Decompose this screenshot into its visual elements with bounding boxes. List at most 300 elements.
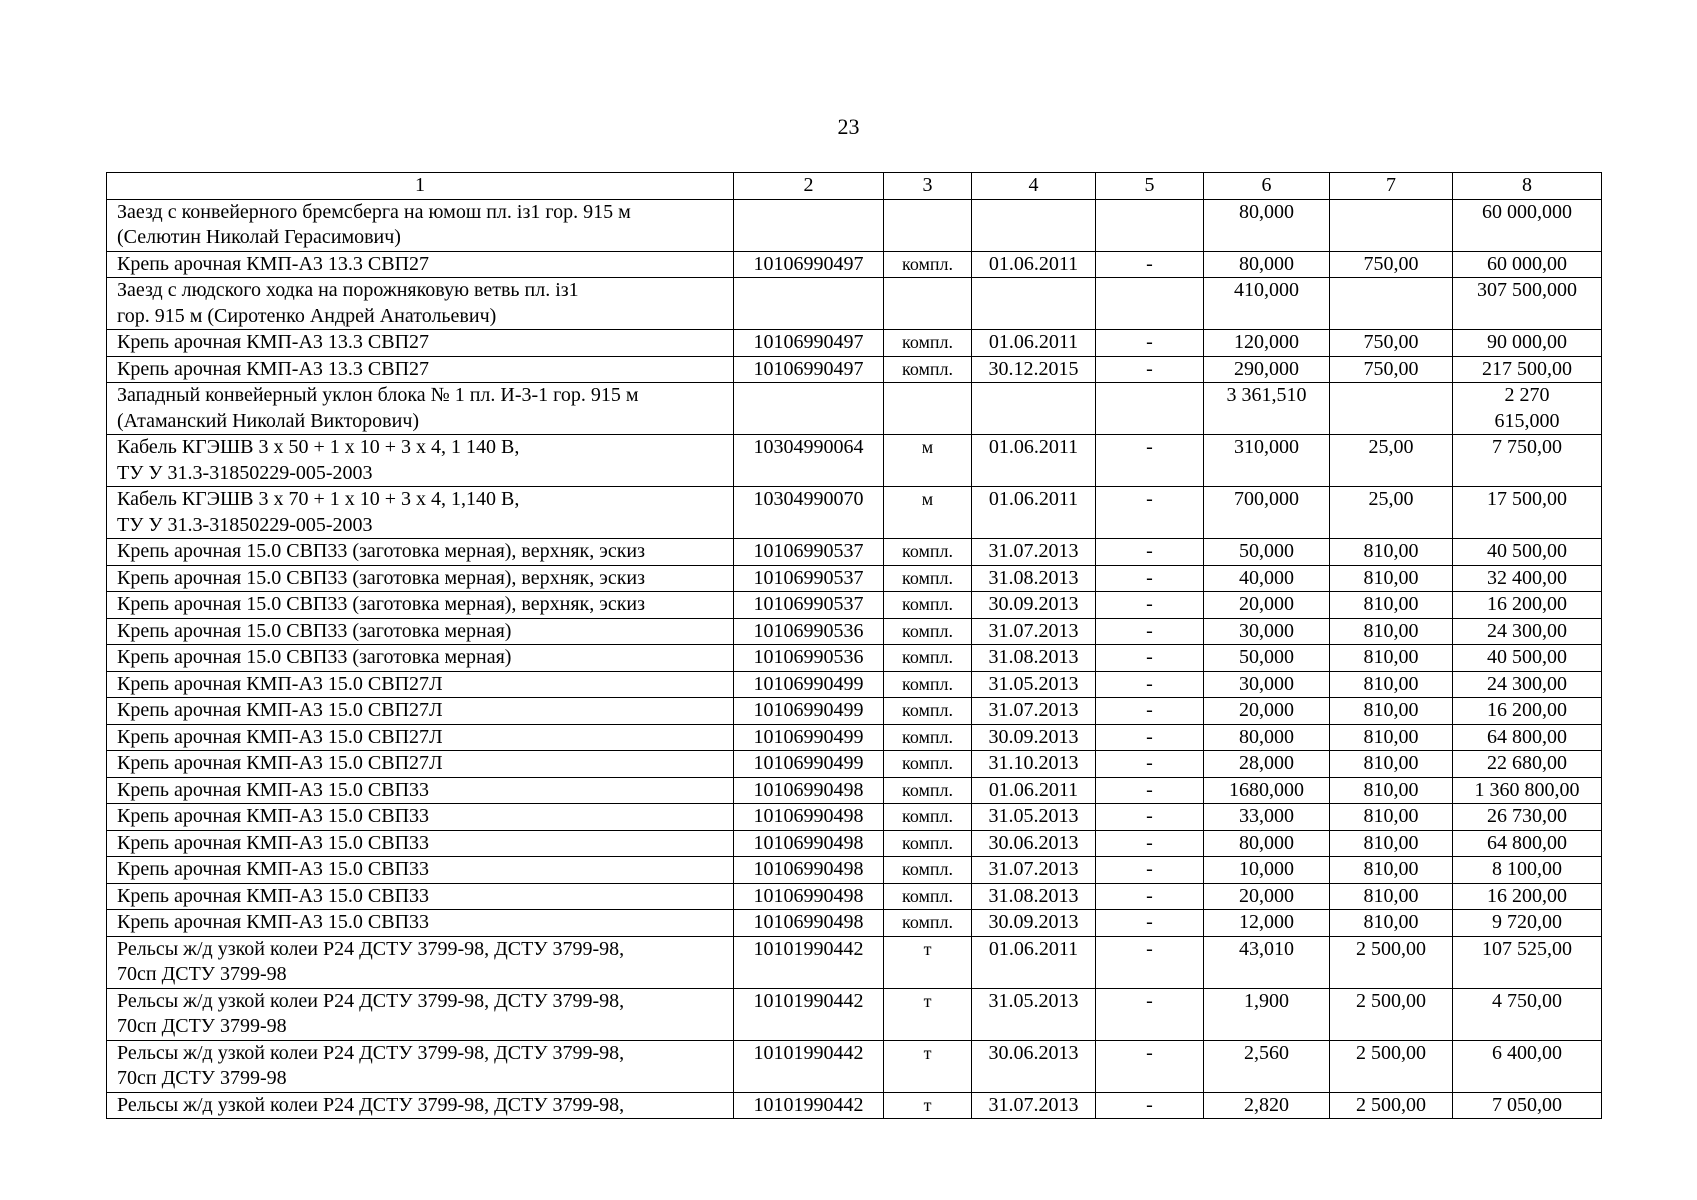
item-code-cell: 10106990498: [734, 857, 884, 884]
sum-cell: [1453, 883, 1602, 910]
item-name-line: Крепь арочная КМП-А3 13.3 СВП27: [117, 331, 430, 353]
sum-cell: [1453, 330, 1602, 357]
sum-cell: [1453, 988, 1602, 1040]
table-row: [107, 487, 1602, 539]
date-cell: 31.08.2013: [972, 565, 1096, 592]
table-row: [107, 278, 1602, 330]
unit-cell: компл.: [884, 751, 972, 778]
item-code-cell: 10101990442: [734, 1092, 884, 1119]
price-cell: [1330, 199, 1453, 251]
date-cell: 31.07.2013: [972, 539, 1096, 566]
quantity-cell: 80,000: [1204, 724, 1330, 751]
item-code-cell: 10106990498: [734, 804, 884, 831]
item-code-cell: 10106990499: [734, 751, 884, 778]
sum-cell: [1453, 565, 1602, 592]
table-row: [107, 988, 1602, 1040]
sum-cell: [1453, 777, 1602, 804]
price-cell: 2 500,00: [1330, 936, 1453, 988]
item-name-line: Рельсы ж/д узкой колеи Р24 ДСТУ 3799-98, ДСТУ 3799-98,: [117, 989, 625, 1012]
item-name-line: Крепь арочная 15.0 СВП33 (заготовка мерная), верхняк, эскиз: [117, 593, 646, 615]
table-row: [107, 618, 1602, 645]
unit-cell: компл.: [884, 698, 972, 725]
column-5-cell: -: [1096, 910, 1204, 937]
quantity-cell: 28,000: [1204, 751, 1330, 778]
item-code-cell: 10106990537: [734, 565, 884, 592]
column-5-cell: -: [1096, 330, 1204, 357]
column-5-cell: -: [1096, 435, 1204, 487]
sum-line: 6 400,00: [1492, 1041, 1562, 1064]
item-name-cell: [107, 883, 734, 910]
table-row: [107, 724, 1602, 751]
table-row: [107, 539, 1602, 566]
inventory-table: [106, 172, 1602, 1119]
price-cell: 810,00: [1330, 883, 1453, 910]
price-cell: 810,00: [1330, 857, 1453, 884]
item-code-cell: 10106990498: [734, 883, 884, 910]
item-name-cell: [107, 751, 734, 778]
sum-cell: [1453, 645, 1602, 672]
sum-cell: [1453, 936, 1602, 988]
price-cell: 750,00: [1330, 330, 1453, 357]
item-name-line: Крепь арочная КМП-А3 15.0 СВП33: [117, 911, 430, 933]
column-5-cell: -: [1096, 988, 1204, 1040]
item-name-line: Кабель КГЭШВ 3 х 70 + 1 х 10 + 3 х 4, 1,140 В,: [117, 488, 520, 510]
item-name-cell: [107, 804, 734, 831]
table-row: [107, 383, 1602, 435]
unit-cell: т: [884, 936, 972, 988]
quantity-cell: 50,000: [1204, 539, 1330, 566]
quantity-cell: 1,900: [1204, 988, 1330, 1040]
item-name-line: (Селютин Николай Герасимович): [117, 226, 401, 248]
sum-line: 60 000,00: [1487, 252, 1567, 275]
column-5-cell: -: [1096, 936, 1204, 988]
date-cell: 31.07.2013: [972, 1092, 1096, 1119]
price-cell: 810,00: [1330, 698, 1453, 725]
item-name-cell: [107, 565, 734, 592]
item-name-cell: [107, 487, 734, 539]
item-name-line: (Атаманский Николай Викторович): [117, 409, 420, 432]
column-5-cell: -: [1096, 671, 1204, 698]
item-name-line: Крепь арочная 15.0 СВП33 (заготовка мерная): [117, 619, 512, 642]
table-row: [107, 356, 1602, 383]
sum-line: 16 200,00: [1487, 699, 1567, 721]
column-5-cell: -: [1096, 356, 1204, 383]
sum-line: 7 750,00: [1492, 436, 1562, 458]
unit-cell: т: [884, 988, 972, 1040]
table-row: [107, 592, 1602, 619]
sum-cell: [1453, 724, 1602, 751]
sum-line: 26 730,00: [1487, 805, 1567, 827]
date-cell: [972, 383, 1096, 435]
sum-line: 24 300,00: [1487, 619, 1567, 642]
quantity-cell: 10,000: [1204, 857, 1330, 884]
item-name-cell: [107, 278, 734, 330]
column-5-cell: -: [1096, 777, 1204, 804]
sum-line: 32 400,00: [1487, 566, 1567, 589]
quantity-cell: 80,000: [1204, 830, 1330, 857]
item-code-cell: 10106990499: [734, 698, 884, 725]
column-5-cell: -: [1096, 830, 1204, 857]
column-5-cell: -: [1096, 592, 1204, 619]
sum-cell: [1453, 830, 1602, 857]
unit-cell: т: [884, 1092, 972, 1119]
quantity-cell: 43,010: [1204, 936, 1330, 988]
price-cell: 810,00: [1330, 804, 1453, 831]
table-row: [107, 645, 1602, 672]
sum-cell: [1453, 251, 1602, 278]
date-cell: 31.07.2013: [972, 618, 1096, 645]
unit-cell: т: [884, 1040, 972, 1092]
unit-cell: компл.: [884, 804, 972, 831]
item-name-line: Крепь арочная КМП-А3 15.0 СВП33: [117, 884, 430, 907]
price-cell: [1330, 383, 1453, 435]
sum-cell: [1453, 435, 1602, 487]
item-name-line: Крепь арочная КМП-А3 15.0 СВП33: [117, 778, 430, 801]
item-name-line: гор. 915 м (Сиротенко Андрей Анатольевич): [117, 304, 497, 327]
column-5-cell: -: [1096, 539, 1204, 566]
item-code-cell: 10106990498: [734, 777, 884, 804]
table-row: [107, 330, 1602, 357]
column-number: 4: [972, 173, 1096, 200]
item-code-cell: [734, 278, 884, 330]
unit-cell: компл.: [884, 910, 972, 937]
item-name-line: Кабель КГЭШВ 3 х 50 + 1 х 10 + 3 х 4, 1 140 В,: [117, 436, 520, 458]
item-name-line: Крепь арочная 15.0 СВП33 (заготовка мерная), верхняк, эскиз: [117, 540, 646, 562]
table-body: [107, 173, 1602, 1119]
sum-line: 8 100,00: [1492, 858, 1562, 880]
item-name-line: ТУ У 31.3-31850229-005-2003: [117, 513, 373, 536]
date-cell: 30.09.2013: [972, 724, 1096, 751]
item-name-line: Крепь арочная КМП-А3 15.0 СВП27Л: [117, 725, 443, 748]
sum-line: 60 000,000: [1482, 200, 1572, 223]
sum-cell: [1453, 1092, 1602, 1119]
item-code-cell: 10106990537: [734, 592, 884, 619]
column-5-cell: -: [1096, 698, 1204, 725]
date-cell: 01.06.2011: [972, 251, 1096, 278]
date-cell: 31.08.2013: [972, 883, 1096, 910]
item-name-cell: [107, 592, 734, 619]
item-name-line: Заезд с конвейерного бремсберга на юмош пл. із1 гор. 915 м: [117, 200, 631, 223]
item-code-cell: 10101990442: [734, 1040, 884, 1092]
sum-cell: [1453, 1040, 1602, 1092]
unit-cell: м: [884, 487, 972, 539]
item-code-cell: 10106990498: [734, 910, 884, 937]
item-name-cell: [107, 330, 734, 357]
item-code-cell: 10106990498: [734, 830, 884, 857]
table-row: [107, 199, 1602, 251]
column-5-cell: -: [1096, 1040, 1204, 1092]
column-5-cell: -: [1096, 724, 1204, 751]
sum-cell: [1453, 751, 1602, 778]
date-cell: 31.07.2013: [972, 698, 1096, 725]
date-cell: 01.06.2011: [972, 487, 1096, 539]
item-code-cell: 10106990497: [734, 330, 884, 357]
item-name-line: Крепь арочная КМП-А3 13.3 СВП27: [117, 357, 430, 380]
unit-cell: [884, 199, 972, 251]
quantity-cell: 3 361,510: [1204, 383, 1330, 435]
unit-cell: компл.: [884, 830, 972, 857]
table-row: [107, 936, 1602, 988]
date-cell: [972, 278, 1096, 330]
column-number: 6: [1204, 173, 1330, 200]
column-5-cell: -: [1096, 804, 1204, 831]
item-name-line: 70сп ДСТУ 3799-98: [117, 963, 287, 985]
sum-cell: [1453, 356, 1602, 383]
unit-cell: компл.: [884, 777, 972, 804]
quantity-cell: 40,000: [1204, 565, 1330, 592]
item-name-cell: [107, 1040, 734, 1092]
table-row: [107, 777, 1602, 804]
unit-cell: компл.: [884, 356, 972, 383]
date-cell: 31.08.2013: [972, 645, 1096, 672]
column-5-cell: -: [1096, 1092, 1204, 1119]
price-cell: 810,00: [1330, 618, 1453, 645]
column-number: 8: [1453, 173, 1602, 200]
item-code-cell: [734, 199, 884, 251]
price-cell: 750,00: [1330, 356, 1453, 383]
item-name-cell: [107, 356, 734, 383]
item-name-cell: [107, 1092, 734, 1119]
sum-line: 307 500,000: [1477, 279, 1577, 301]
sum-line: 4 750,00: [1492, 989, 1562, 1012]
table-row: [107, 1092, 1602, 1119]
table-row: [107, 1040, 1602, 1092]
item-code-cell: 10304990070: [734, 487, 884, 539]
item-name-cell: [107, 857, 734, 884]
table-row: [107, 565, 1602, 592]
item-name-line: Рельсы ж/д узкой колеи Р24 ДСТУ 3799-98, ДСТУ 3799-98,: [117, 937, 625, 960]
date-cell: 01.06.2011: [972, 435, 1096, 487]
table-row: [107, 751, 1602, 778]
date-cell: 31.05.2013: [972, 988, 1096, 1040]
quantity-cell: 12,000: [1204, 910, 1330, 937]
column-5-cell: -: [1096, 857, 1204, 884]
sum-line: 1 360 800,00: [1474, 778, 1580, 801]
sum-line: 64 800,00: [1487, 725, 1567, 748]
item-code-cell: 10101990442: [734, 988, 884, 1040]
column-number-row: [107, 173, 1602, 200]
sum-line: 24 300,00: [1487, 672, 1567, 695]
item-name-line: 70сп ДСТУ 3799-98: [117, 1067, 287, 1089]
quantity-cell: 33,000: [1204, 804, 1330, 831]
column-5-cell: [1096, 278, 1204, 330]
table-row: [107, 883, 1602, 910]
date-cell: 31.05.2013: [972, 671, 1096, 698]
column-5-cell: -: [1096, 487, 1204, 539]
item-name-cell: [107, 671, 734, 698]
unit-cell: компл.: [884, 539, 972, 566]
item-name-line: Заезд с людского ходка на порожняковую ветвь пл. із1: [117, 279, 579, 301]
unit-cell: [884, 278, 972, 330]
column-number: 3: [884, 173, 972, 200]
item-name-cell: [107, 539, 734, 566]
price-cell: 25,00: [1330, 487, 1453, 539]
item-name-cell: [107, 698, 734, 725]
quantity-cell: 80,000: [1204, 199, 1330, 251]
price-cell: 810,00: [1330, 565, 1453, 592]
item-name-line: Крепь арочная КМП-А3 15.0 СВП33: [117, 831, 430, 854]
date-cell: 01.06.2011: [972, 936, 1096, 988]
sum-line: 22 680,00: [1487, 752, 1567, 774]
unit-cell: компл.: [884, 330, 972, 357]
unit-cell: компл.: [884, 857, 972, 884]
sum-cell: [1453, 804, 1602, 831]
sum-line: 90 000,00: [1487, 331, 1567, 353]
date-cell: 30.06.2013: [972, 830, 1096, 857]
price-cell: 810,00: [1330, 539, 1453, 566]
quantity-cell: 2,820: [1204, 1092, 1330, 1119]
price-cell: 2 500,00: [1330, 988, 1453, 1040]
unit-cell: [884, 383, 972, 435]
item-name-cell: [107, 383, 734, 435]
sum-line: 107 525,00: [1482, 937, 1572, 960]
column-number: 1: [107, 173, 734, 200]
item-code-cell: 10106990499: [734, 671, 884, 698]
table-row: [107, 698, 1602, 725]
item-name-line: Крепь арочная КМП-А3 15.0 СВП33: [117, 858, 430, 880]
table-row: [107, 251, 1602, 278]
item-name-cell: [107, 199, 734, 251]
item-name-cell: [107, 777, 734, 804]
unit-cell: м: [884, 435, 972, 487]
quantity-cell: 30,000: [1204, 618, 1330, 645]
item-code-cell: 10106990497: [734, 356, 884, 383]
sum-line: 615,000: [1494, 409, 1560, 432]
sum-cell: [1453, 618, 1602, 645]
sum-cell: [1453, 199, 1602, 251]
sum-cell: [1453, 857, 1602, 884]
column-5-cell: -: [1096, 751, 1204, 778]
item-code-cell: 10106990537: [734, 539, 884, 566]
unit-cell: компл.: [884, 251, 972, 278]
sum-line: 9 720,00: [1492, 911, 1562, 933]
table-row: [107, 435, 1602, 487]
quantity-cell: 20,000: [1204, 698, 1330, 725]
item-name-line: Крепь арочная 15.0 СВП33 (заготовка мерная), верхняк, эскиз: [117, 566, 646, 589]
item-name-cell: [107, 645, 734, 672]
price-cell: [1330, 278, 1453, 330]
item-name-line: Крепь арочная КМП-А3 13.3 СВП27: [117, 252, 430, 275]
item-name-line: Рельсы ж/д узкой колеи Р24 ДСТУ 3799-98, ДСТУ 3799-98,: [117, 1041, 625, 1064]
unit-cell: компл.: [884, 645, 972, 672]
price-cell: 810,00: [1330, 645, 1453, 672]
price-cell: 810,00: [1330, 592, 1453, 619]
date-cell: 30.09.2013: [972, 592, 1096, 619]
column-5-cell: -: [1096, 883, 1204, 910]
item-code-cell: 10106990536: [734, 645, 884, 672]
column-5-cell: [1096, 199, 1204, 251]
unit-cell: компл.: [884, 671, 972, 698]
quantity-cell: 20,000: [1204, 592, 1330, 619]
price-cell: 2 500,00: [1330, 1092, 1453, 1119]
item-name-line: Крепь арочная КМП-А3 15.0 СВП27Л: [117, 699, 443, 721]
item-name-line: Крепь арочная 15.0 СВП33 (заготовка мерная): [117, 646, 512, 668]
unit-cell: компл.: [884, 618, 972, 645]
item-name-cell: [107, 830, 734, 857]
price-cell: 25,00: [1330, 435, 1453, 487]
column-5-cell: [1096, 383, 1204, 435]
column-5-cell: -: [1096, 618, 1204, 645]
table-row: [107, 830, 1602, 857]
table-row: [107, 804, 1602, 831]
item-name-line: Рельсы ж/д узкой колеи Р24 ДСТУ 3799-98, ДСТУ 3799-98,: [117, 1093, 625, 1116]
item-code-cell: [734, 383, 884, 435]
table-row: [107, 857, 1602, 884]
date-cell: 31.10.2013: [972, 751, 1096, 778]
column-5-cell: -: [1096, 565, 1204, 592]
quantity-cell: 2,560: [1204, 1040, 1330, 1092]
item-name-cell: [107, 988, 734, 1040]
sum-line: 16 200,00: [1487, 593, 1567, 615]
price-cell: 750,00: [1330, 251, 1453, 278]
sum-line: 17 500,00: [1487, 488, 1567, 510]
quantity-cell: 410,000: [1204, 278, 1330, 330]
sum-cell: [1453, 698, 1602, 725]
price-cell: 810,00: [1330, 830, 1453, 857]
sum-cell: [1453, 539, 1602, 566]
item-name-cell: [107, 910, 734, 937]
item-name-line: 70сп ДСТУ 3799-98: [117, 1015, 287, 1037]
item-code-cell: 10106990499: [734, 724, 884, 751]
price-cell: 810,00: [1330, 724, 1453, 751]
price-cell: 810,00: [1330, 751, 1453, 778]
quantity-cell: 50,000: [1204, 645, 1330, 672]
quantity-cell: 1680,000: [1204, 777, 1330, 804]
unit-cell: компл.: [884, 883, 972, 910]
item-code-cell: 10106990497: [734, 251, 884, 278]
column-number: 2: [734, 173, 884, 200]
date-cell: [972, 199, 1096, 251]
price-cell: 810,00: [1330, 910, 1453, 937]
item-name-cell: [107, 936, 734, 988]
quantity-cell: 310,000: [1204, 435, 1330, 487]
quantity-cell: 30,000: [1204, 671, 1330, 698]
date-cell: 30.12.2015: [972, 356, 1096, 383]
sum-line: 16 200,00: [1487, 884, 1567, 907]
column-5-cell: -: [1096, 645, 1204, 672]
column-number: 7: [1330, 173, 1453, 200]
quantity-cell: 20,000: [1204, 883, 1330, 910]
date-cell: 31.07.2013: [972, 857, 1096, 884]
page-number: 23: [837, 114, 860, 139]
column-number: 5: [1096, 173, 1204, 200]
price-cell: 810,00: [1330, 777, 1453, 804]
sum-cell: [1453, 592, 1602, 619]
column-5-cell: -: [1096, 251, 1204, 278]
sum-line: 7 050,00: [1492, 1093, 1562, 1116]
sum-line: 2 270: [1504, 384, 1550, 406]
sum-cell: [1453, 383, 1602, 435]
item-code-cell: 10106990536: [734, 618, 884, 645]
item-code-cell: 10304990064: [734, 435, 884, 487]
quantity-cell: 700,000: [1204, 487, 1330, 539]
item-name-cell: [107, 618, 734, 645]
sum-line: 40 500,00: [1487, 646, 1567, 668]
item-name-line: ТУ У 31.3-31850229-005-2003: [117, 461, 373, 484]
unit-cell: компл.: [884, 565, 972, 592]
sum-cell: [1453, 278, 1602, 330]
price-cell: 2 500,00: [1330, 1040, 1453, 1092]
item-name-line: Крепь арочная КМП-А3 15.0 СВП27Л: [117, 672, 443, 695]
item-name-cell: [107, 251, 734, 278]
item-name-cell: [107, 724, 734, 751]
sum-line: 64 800,00: [1487, 831, 1567, 854]
table-row: [107, 910, 1602, 937]
item-name-line: Западный конвейерный уклон блока № 1 пл. И-3-1 гор. 915 м: [117, 384, 639, 406]
date-cell: 01.06.2011: [972, 777, 1096, 804]
sum-cell: [1453, 487, 1602, 539]
quantity-cell: 290,000: [1204, 356, 1330, 383]
